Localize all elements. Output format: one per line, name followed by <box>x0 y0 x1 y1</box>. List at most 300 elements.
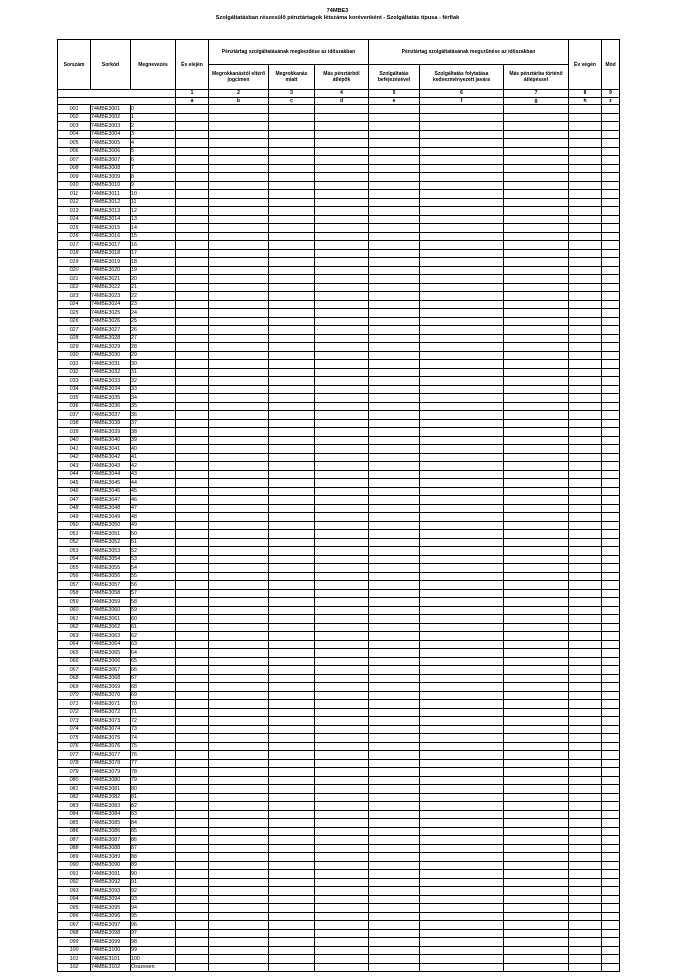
data-cell[interactable] <box>269 462 315 471</box>
data-cell[interactable] <box>602 547 620 556</box>
data-cell[interactable] <box>209 513 269 522</box>
data-cell[interactable] <box>420 105 504 114</box>
data-cell[interactable] <box>209 946 269 955</box>
data-cell[interactable] <box>176 963 209 972</box>
data-cell[interactable] <box>504 190 569 199</box>
data-cell[interactable] <box>369 598 420 607</box>
data-cell[interactable] <box>569 827 602 836</box>
data-cell[interactable] <box>269 615 315 624</box>
data-cell[interactable] <box>209 785 269 794</box>
data-cell[interactable] <box>420 793 504 802</box>
data-cell[interactable] <box>569 156 602 165</box>
data-cell[interactable] <box>176 181 209 190</box>
data-cell[interactable] <box>504 878 569 887</box>
data-cell[interactable] <box>369 819 420 828</box>
data-cell[interactable] <box>504 164 569 173</box>
data-cell[interactable] <box>504 938 569 947</box>
data-cell[interactable] <box>602 504 620 513</box>
data-cell[interactable] <box>420 895 504 904</box>
data-cell[interactable] <box>176 691 209 700</box>
data-cell[interactable] <box>504 130 569 139</box>
data-cell[interactable] <box>176 844 209 853</box>
data-cell[interactable] <box>420 734 504 743</box>
data-cell[interactable] <box>602 130 620 139</box>
data-cell[interactable] <box>504 751 569 760</box>
data-cell[interactable] <box>176 513 209 522</box>
data-cell[interactable] <box>602 827 620 836</box>
data-cell[interactable] <box>602 912 620 921</box>
data-cell[interactable] <box>315 368 369 377</box>
data-cell[interactable] <box>504 853 569 862</box>
data-cell[interactable] <box>369 776 420 785</box>
data-cell[interactable] <box>269 215 315 224</box>
data-cell[interactable] <box>209 547 269 556</box>
data-cell[interactable] <box>269 445 315 454</box>
data-cell[interactable] <box>602 836 620 845</box>
data-cell[interactable] <box>315 963 369 972</box>
data-cell[interactable] <box>369 810 420 819</box>
data-cell[interactable] <box>209 632 269 641</box>
data-cell[interactable] <box>420 802 504 811</box>
data-cell[interactable] <box>269 317 315 326</box>
data-cell[interactable] <box>602 147 620 156</box>
data-cell[interactable] <box>369 878 420 887</box>
data-cell[interactable] <box>209 530 269 539</box>
data-cell[interactable] <box>569 147 602 156</box>
data-cell[interactable] <box>420 504 504 513</box>
data-cell[interactable] <box>504 768 569 777</box>
data-cell[interactable] <box>569 649 602 658</box>
data-cell[interactable] <box>504 326 569 335</box>
data-cell[interactable] <box>209 768 269 777</box>
data-cell[interactable] <box>569 402 602 411</box>
data-cell[interactable] <box>176 283 209 292</box>
data-cell[interactable] <box>269 572 315 581</box>
data-cell[interactable] <box>315 793 369 802</box>
data-cell[interactable] <box>420 181 504 190</box>
data-cell[interactable] <box>420 878 504 887</box>
data-cell[interactable] <box>504 215 569 224</box>
data-cell[interactable] <box>504 632 569 641</box>
data-cell[interactable] <box>315 453 369 462</box>
data-cell[interactable] <box>269 241 315 250</box>
data-cell[interactable] <box>602 232 620 241</box>
data-cell[interactable] <box>315 190 369 199</box>
data-cell[interactable] <box>315 946 369 955</box>
data-cell[interactable] <box>176 113 209 122</box>
data-cell[interactable] <box>315 428 369 437</box>
data-cell[interactable] <box>209 419 269 428</box>
data-cell[interactable] <box>209 130 269 139</box>
data-cell[interactable] <box>369 266 420 275</box>
data-cell[interactable] <box>176 198 209 207</box>
data-cell[interactable] <box>569 708 602 717</box>
data-cell[interactable] <box>569 326 602 335</box>
data-cell[interactable] <box>176 878 209 887</box>
data-cell[interactable] <box>269 360 315 369</box>
data-cell[interactable] <box>569 479 602 488</box>
data-cell[interactable] <box>504 198 569 207</box>
data-cell[interactable] <box>315 555 369 564</box>
data-cell[interactable] <box>369 734 420 743</box>
data-cell[interactable] <box>504 955 569 964</box>
data-cell[interactable] <box>209 462 269 471</box>
data-cell[interactable] <box>315 385 369 394</box>
data-cell[interactable] <box>176 768 209 777</box>
data-cell[interactable] <box>269 377 315 386</box>
data-cell[interactable] <box>269 173 315 182</box>
data-cell[interactable] <box>369 827 420 836</box>
data-cell[interactable] <box>369 521 420 530</box>
data-cell[interactable] <box>369 402 420 411</box>
data-cell[interactable] <box>369 530 420 539</box>
data-cell[interactable] <box>369 921 420 930</box>
data-cell[interactable] <box>602 734 620 743</box>
data-cell[interactable] <box>209 870 269 879</box>
data-cell[interactable] <box>420 147 504 156</box>
data-cell[interactable] <box>209 725 269 734</box>
data-cell[interactable] <box>569 351 602 360</box>
data-cell[interactable] <box>269 946 315 955</box>
data-cell[interactable] <box>269 870 315 879</box>
data-cell[interactable] <box>569 445 602 454</box>
data-cell[interactable] <box>315 504 369 513</box>
data-cell[interactable] <box>420 674 504 683</box>
data-cell[interactable] <box>269 105 315 114</box>
data-cell[interactable] <box>209 776 269 785</box>
data-cell[interactable] <box>504 334 569 343</box>
data-cell[interactable] <box>369 190 420 199</box>
data-cell[interactable] <box>269 751 315 760</box>
data-cell[interactable] <box>504 887 569 896</box>
data-cell[interactable] <box>569 878 602 887</box>
data-cell[interactable] <box>420 266 504 275</box>
data-cell[interactable] <box>420 904 504 913</box>
data-cell[interactable] <box>176 105 209 114</box>
data-cell[interactable] <box>569 538 602 547</box>
data-cell[interactable] <box>176 581 209 590</box>
data-cell[interactable] <box>315 827 369 836</box>
data-cell[interactable] <box>176 275 209 284</box>
data-cell[interactable] <box>569 666 602 675</box>
data-cell[interactable] <box>209 759 269 768</box>
data-cell[interactable] <box>315 164 369 173</box>
data-cell[interactable] <box>569 266 602 275</box>
data-cell[interactable] <box>420 470 504 479</box>
data-cell[interactable] <box>602 181 620 190</box>
data-cell[interactable] <box>369 938 420 947</box>
data-cell[interactable] <box>209 598 269 607</box>
data-cell[interactable] <box>209 581 269 590</box>
data-cell[interactable] <box>269 147 315 156</box>
data-cell[interactable] <box>209 683 269 692</box>
data-cell[interactable] <box>269 190 315 199</box>
data-cell[interactable] <box>369 326 420 335</box>
data-cell[interactable] <box>569 258 602 267</box>
data-cell[interactable] <box>420 411 504 420</box>
data-cell[interactable] <box>176 419 209 428</box>
data-cell[interactable] <box>269 139 315 148</box>
data-cell[interactable] <box>569 564 602 573</box>
data-cell[interactable] <box>569 411 602 420</box>
data-cell[interactable] <box>569 377 602 386</box>
data-cell[interactable] <box>209 606 269 615</box>
data-cell[interactable] <box>269 394 315 403</box>
data-cell[interactable] <box>269 122 315 131</box>
data-cell[interactable] <box>602 113 620 122</box>
data-cell[interactable] <box>269 640 315 649</box>
data-cell[interactable] <box>176 861 209 870</box>
data-cell[interactable] <box>369 317 420 326</box>
data-cell[interactable] <box>176 190 209 199</box>
data-cell[interactable] <box>209 394 269 403</box>
data-cell[interactable] <box>269 343 315 352</box>
data-cell[interactable] <box>569 283 602 292</box>
data-cell[interactable] <box>369 224 420 233</box>
data-cell[interactable] <box>504 649 569 658</box>
data-cell[interactable] <box>369 241 420 250</box>
data-cell[interactable] <box>569 887 602 896</box>
data-cell[interactable] <box>420 164 504 173</box>
data-cell[interactable] <box>420 912 504 921</box>
data-cell[interactable] <box>369 657 420 666</box>
data-cell[interactable] <box>315 640 369 649</box>
data-cell[interactable] <box>315 343 369 352</box>
data-cell[interactable] <box>369 538 420 547</box>
data-cell[interactable] <box>602 521 620 530</box>
data-cell[interactable] <box>269 955 315 964</box>
data-cell[interactable] <box>176 470 209 479</box>
data-cell[interactable] <box>602 861 620 870</box>
data-cell[interactable] <box>602 606 620 615</box>
data-cell[interactable] <box>176 411 209 420</box>
data-cell[interactable] <box>209 887 269 896</box>
data-cell[interactable] <box>569 946 602 955</box>
data-cell[interactable] <box>504 717 569 726</box>
data-cell[interactable] <box>420 453 504 462</box>
data-cell[interactable] <box>504 283 569 292</box>
data-cell[interactable] <box>420 113 504 122</box>
data-cell[interactable] <box>602 802 620 811</box>
data-cell[interactable] <box>315 249 369 258</box>
data-cell[interactable] <box>569 921 602 930</box>
data-cell[interactable] <box>176 530 209 539</box>
data-cell[interactable] <box>269 691 315 700</box>
data-cell[interactable] <box>569 470 602 479</box>
data-cell[interactable] <box>369 113 420 122</box>
data-cell[interactable] <box>569 453 602 462</box>
data-cell[interactable] <box>569 241 602 250</box>
data-cell[interactable] <box>269 581 315 590</box>
data-cell[interactable] <box>504 258 569 267</box>
data-cell[interactable] <box>569 232 602 241</box>
data-cell[interactable] <box>176 810 209 819</box>
data-cell[interactable] <box>569 309 602 318</box>
data-cell[interactable] <box>602 853 620 862</box>
data-cell[interactable] <box>504 139 569 148</box>
data-cell[interactable] <box>315 445 369 454</box>
data-cell[interactable] <box>504 232 569 241</box>
data-cell[interactable] <box>209 904 269 913</box>
data-cell[interactable] <box>504 759 569 768</box>
data-cell[interactable] <box>369 368 420 377</box>
data-cell[interactable] <box>209 717 269 726</box>
data-cell[interactable] <box>369 445 420 454</box>
data-cell[interactable] <box>315 717 369 726</box>
data-cell[interactable] <box>602 581 620 590</box>
data-cell[interactable] <box>269 810 315 819</box>
data-cell[interactable] <box>269 113 315 122</box>
data-cell[interactable] <box>602 266 620 275</box>
data-cell[interactable] <box>602 759 620 768</box>
data-cell[interactable] <box>269 402 315 411</box>
data-cell[interactable] <box>209 105 269 114</box>
data-cell[interactable] <box>315 836 369 845</box>
data-cell[interactable] <box>209 623 269 632</box>
data-cell[interactable] <box>504 419 569 428</box>
data-cell[interactable] <box>569 963 602 972</box>
data-cell[interactable] <box>176 224 209 233</box>
data-cell[interactable] <box>504 317 569 326</box>
data-cell[interactable] <box>269 861 315 870</box>
data-cell[interactable] <box>315 666 369 675</box>
data-cell[interactable] <box>176 776 209 785</box>
data-cell[interactable] <box>269 742 315 751</box>
data-cell[interactable] <box>269 181 315 190</box>
data-cell[interactable] <box>369 615 420 624</box>
data-cell[interactable] <box>504 861 569 870</box>
data-cell[interactable] <box>420 623 504 632</box>
data-cell[interactable] <box>420 224 504 233</box>
data-cell[interactable] <box>420 810 504 819</box>
data-cell[interactable] <box>176 870 209 879</box>
data-cell[interactable] <box>569 547 602 556</box>
data-cell[interactable] <box>602 904 620 913</box>
data-cell[interactable] <box>569 810 602 819</box>
data-cell[interactable] <box>420 521 504 530</box>
data-cell[interactable] <box>315 258 369 267</box>
data-cell[interactable] <box>269 632 315 641</box>
data-cell[interactable] <box>209 878 269 887</box>
data-cell[interactable] <box>315 895 369 904</box>
data-cell[interactable] <box>602 666 620 675</box>
data-cell[interactable] <box>569 640 602 649</box>
data-cell[interactable] <box>602 615 620 624</box>
data-cell[interactable] <box>269 156 315 165</box>
data-cell[interactable] <box>176 215 209 224</box>
data-cell[interactable] <box>209 334 269 343</box>
data-cell[interactable] <box>176 487 209 496</box>
data-cell[interactable] <box>176 377 209 386</box>
data-cell[interactable] <box>315 360 369 369</box>
data-cell[interactable] <box>269 207 315 216</box>
data-cell[interactable] <box>209 232 269 241</box>
data-cell[interactable] <box>369 351 420 360</box>
data-cell[interactable] <box>315 751 369 760</box>
data-cell[interactable] <box>602 360 620 369</box>
data-cell[interactable] <box>369 462 420 471</box>
data-cell[interactable] <box>369 853 420 862</box>
data-cell[interactable] <box>269 606 315 615</box>
data-cell[interactable] <box>504 589 569 598</box>
data-cell[interactable] <box>504 113 569 122</box>
data-cell[interactable] <box>602 173 620 182</box>
data-cell[interactable] <box>315 292 369 301</box>
data-cell[interactable] <box>504 598 569 607</box>
data-cell[interactable] <box>504 785 569 794</box>
data-cell[interactable] <box>602 241 620 250</box>
data-cell[interactable] <box>369 963 420 972</box>
data-cell[interactable] <box>209 921 269 930</box>
data-cell[interactable] <box>209 241 269 250</box>
data-cell[interactable] <box>369 683 420 692</box>
data-cell[interactable] <box>315 955 369 964</box>
data-cell[interactable] <box>420 215 504 224</box>
data-cell[interactable] <box>420 725 504 734</box>
data-cell[interactable] <box>269 768 315 777</box>
data-cell[interactable] <box>209 215 269 224</box>
data-cell[interactable] <box>176 751 209 760</box>
data-cell[interactable] <box>269 530 315 539</box>
data-cell[interactable] <box>420 198 504 207</box>
data-cell[interactable] <box>420 122 504 131</box>
data-cell[interactable] <box>369 487 420 496</box>
data-cell[interactable] <box>209 844 269 853</box>
data-cell[interactable] <box>315 334 369 343</box>
data-cell[interactable] <box>315 904 369 913</box>
data-cell[interactable] <box>504 929 569 938</box>
data-cell[interactable] <box>209 827 269 836</box>
data-cell[interactable] <box>315 674 369 683</box>
data-cell[interactable] <box>569 589 602 598</box>
data-cell[interactable] <box>504 394 569 403</box>
data-cell[interactable] <box>602 751 620 760</box>
data-cell[interactable] <box>369 861 420 870</box>
data-cell[interactable] <box>209 912 269 921</box>
data-cell[interactable] <box>504 547 569 556</box>
data-cell[interactable] <box>504 708 569 717</box>
data-cell[interactable] <box>269 436 315 445</box>
data-cell[interactable] <box>209 708 269 717</box>
data-cell[interactable] <box>602 377 620 386</box>
data-cell[interactable] <box>602 530 620 539</box>
data-cell[interactable] <box>569 912 602 921</box>
data-cell[interactable] <box>176 300 209 309</box>
data-cell[interactable] <box>315 113 369 122</box>
data-cell[interactable] <box>209 113 269 122</box>
data-cell[interactable] <box>504 266 569 275</box>
data-cell[interactable] <box>176 717 209 726</box>
data-cell[interactable] <box>569 198 602 207</box>
data-cell[interactable] <box>504 657 569 666</box>
data-cell[interactable] <box>269 887 315 896</box>
data-cell[interactable] <box>315 691 369 700</box>
data-cell[interactable] <box>315 130 369 139</box>
data-cell[interactable] <box>504 462 569 471</box>
data-cell[interactable] <box>569 385 602 394</box>
data-cell[interactable] <box>176 742 209 751</box>
data-cell[interactable] <box>569 572 602 581</box>
data-cell[interactable] <box>369 751 420 760</box>
data-cell[interactable] <box>420 819 504 828</box>
data-cell[interactable] <box>569 581 602 590</box>
data-cell[interactable] <box>176 921 209 930</box>
data-cell[interactable] <box>269 164 315 173</box>
data-cell[interactable] <box>209 249 269 258</box>
data-cell[interactable] <box>269 895 315 904</box>
data-cell[interactable] <box>420 385 504 394</box>
data-cell[interactable] <box>369 802 420 811</box>
